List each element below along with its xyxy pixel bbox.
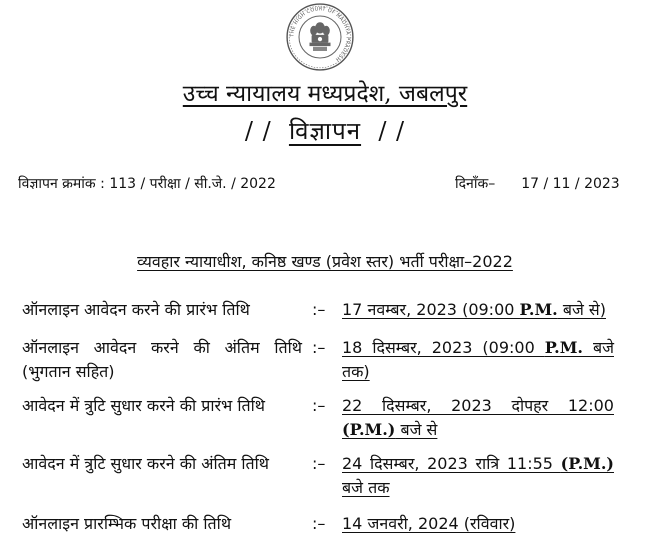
- schedule-separator: :–: [312, 514, 326, 533]
- schedule-value: [342, 336, 614, 384]
- schedule-label: आवेदन में त्रुटि सुधार करने की प्रारंभ तिथि: [22, 396, 265, 415]
- value-pm: (P.M.): [342, 420, 396, 439]
- value-text: 17 नवम्बर, 2023 (09:00: [342, 300, 520, 319]
- schedule-label: ऑनलाइन आवेदन करने की प्रारंभ तिथि: [22, 300, 250, 319]
- seal-ring-text: THE HIGH COURT OF MADHYA PRADESH: [289, 6, 351, 63]
- schedule-label: आवेदन में त्रुटि सुधार करने की अंतिम तिथि: [22, 454, 270, 473]
- notice-number-value: 113 / परीक्षा / सी.जे. / 2022: [109, 176, 276, 192]
- notice-marks-right: / /: [378, 117, 406, 145]
- exam-title: व्यवहार न्यायाधीश, कनिष्ठ खण्ड (प्रवेश स्तर) भर्ती परीक्षा–2022: [137, 252, 513, 271]
- notice-date-label: दिनाँक–: [455, 176, 496, 192]
- schedule-value: [342, 298, 614, 322]
- value-suffix: बजे तक): [342, 338, 614, 381]
- schedule-value: [342, 452, 614, 500]
- value-text: 24 दिसम्बर, 2023 रात्रि 11:55: [342, 454, 561, 473]
- notice-number: [18, 174, 276, 193]
- value-pm: P.M.: [519, 300, 558, 319]
- schedule-value: [342, 512, 614, 536]
- notice-heading: [0, 114, 650, 147]
- notice-date: [455, 174, 620, 193]
- schedule-separator: :–: [312, 338, 326, 357]
- schedule-separator: :–: [312, 300, 326, 319]
- court-seal-icon: [285, 2, 355, 72]
- notice-number-label: विज्ञापन क्रमांक :: [18, 176, 105, 192]
- lion-capital-emblem-icon: [310, 22, 331, 51]
- value-suffix: बजे से): [557, 300, 606, 319]
- schedule-label: ऑनलाइन प्रारम्भिक परीक्षा की तिथि: [22, 514, 232, 533]
- schedule-label: ऑनलाइन आवेदन करने की अंतिम तिथि (भुगतान सहित): [22, 338, 302, 381]
- notice-marks-left: / /: [244, 117, 272, 145]
- value-pm: P.M.: [544, 338, 583, 357]
- value-text: 22 दिसम्बर, 2023 दोपहर 12:00: [342, 396, 614, 415]
- value-text: 18 दिसम्बर, 2023 (09:00: [342, 338, 545, 357]
- value-text: 14 जनवरी, 2024 (रविवार): [342, 514, 516, 533]
- value-suffix: बजे तक: [342, 478, 390, 497]
- schedule-separator: :–: [312, 454, 326, 473]
- schedule-separator: :–: [312, 396, 326, 415]
- court-name: उच्च न्यायालय मध्यप्रदेश, जबलपुर: [182, 81, 468, 107]
- notice-label: विज्ञापन: [288, 117, 362, 145]
- value-pm: (P.M.): [560, 454, 614, 473]
- schedule-value: [342, 394, 614, 442]
- value-suffix: बजे से: [395, 420, 438, 439]
- notice-date-value: 17 / 11 / 2023: [521, 176, 620, 192]
